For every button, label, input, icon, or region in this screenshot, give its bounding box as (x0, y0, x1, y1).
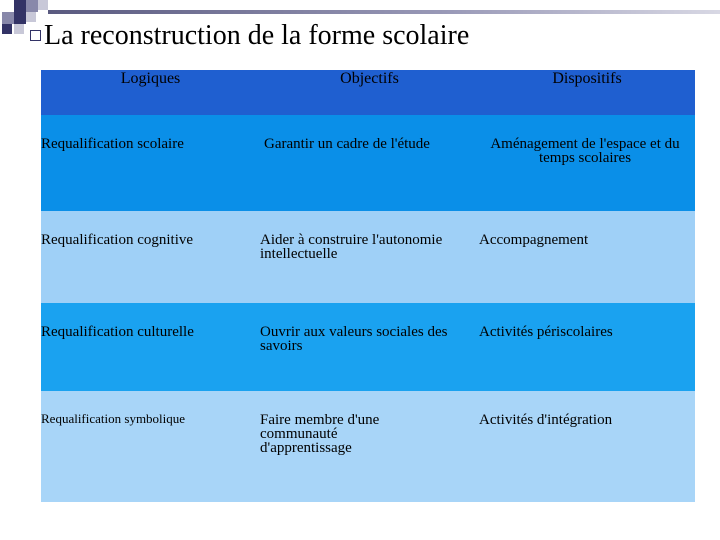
cell-objectif (260, 211, 479, 303)
cell-objectif (260, 115, 479, 211)
page-title: La reconstruction de la forme scolaire (44, 20, 470, 51)
cell-text: Ouvrir aux valeurs sociales des savoirs (260, 324, 448, 354)
cell-text: Activités d'intégration (479, 412, 613, 428)
cell-text: Requalification scolaire (41, 136, 184, 152)
cell-dispositif (479, 211, 695, 303)
cell-dispositif (479, 391, 695, 502)
cell-logique (41, 303, 260, 391)
table-row (41, 115, 695, 211)
cell-text: Accompagnement (479, 232, 589, 248)
cell-text: Faire membre d'une communauté d'apprentissage (260, 412, 380, 456)
cell-objectif (260, 303, 479, 391)
title-bullet-icon (30, 30, 41, 41)
content-table (41, 70, 695, 502)
cell-objectif (260, 391, 479, 502)
cell-logique (41, 115, 260, 211)
cell-logique (41, 391, 260, 502)
column-header-logiques: Logiques (41, 70, 260, 115)
table-row (41, 391, 695, 502)
cell-text: Requalification cognitive (41, 232, 194, 248)
cell-dispositif (479, 303, 695, 391)
table-row (41, 211, 695, 303)
cell-text: Garantir un cadre de l'étude (264, 136, 430, 152)
column-header-dispositifs: Dispositifs (479, 70, 695, 115)
cell-dispositif (479, 115, 695, 211)
cell-text: Aider à construire l'autonomie intellectuelle (260, 232, 443, 262)
table-row (41, 303, 695, 391)
title-decoration-bar (48, 10, 720, 14)
table-header-row (41, 70, 695, 115)
column-header-objectifs: Objectifs (260, 70, 479, 115)
cell-text: Aménagement de l'espace et du temps scolaires (490, 136, 680, 166)
cell-text: Activités périscolaires (479, 324, 613, 340)
cell-text: Requalification culturelle (41, 324, 194, 340)
cell-text: Requalification symbolique (41, 411, 186, 426)
cell-logique (41, 211, 260, 303)
